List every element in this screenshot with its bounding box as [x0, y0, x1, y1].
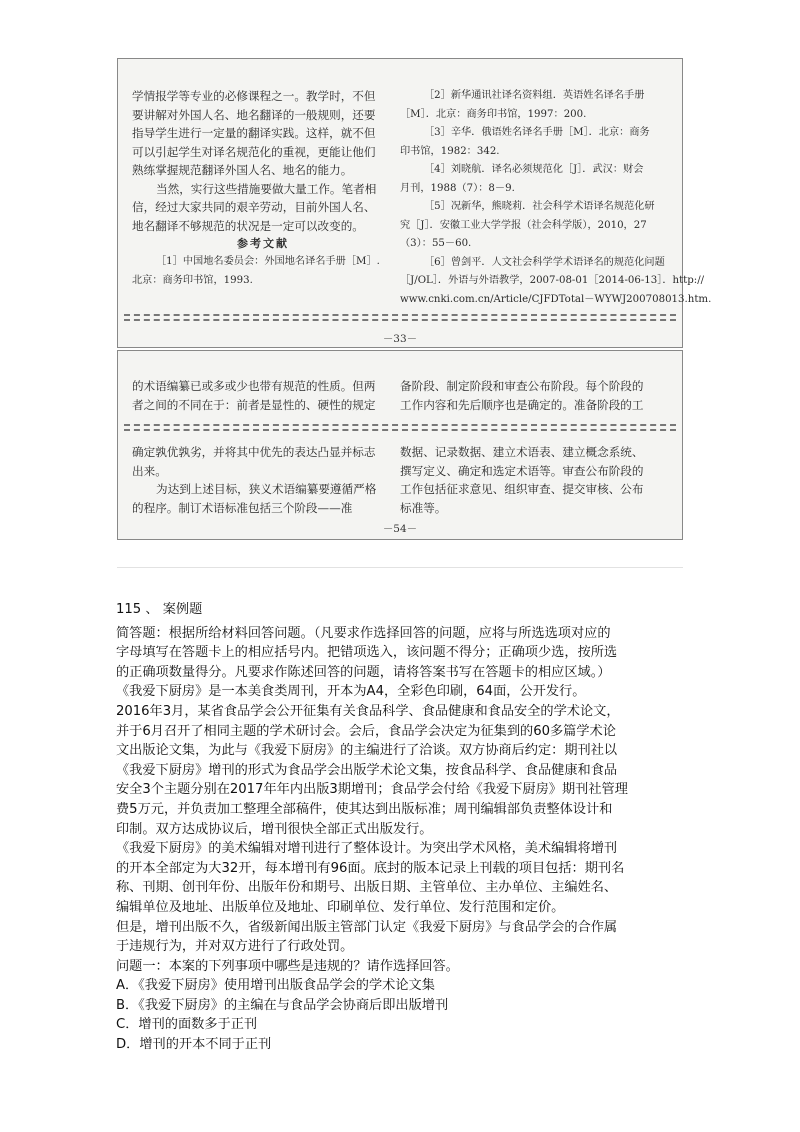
question-block [116, 600, 696, 1055]
text-line: 确定孰优孰劣，并将其中优先的表达凸显并标志 [132, 445, 376, 459]
question-line: 简答题：根据所给材料回答问题。（凡要求作选择回答的问题，应将与所选选项对应的 [116, 625, 611, 641]
text-line: 地名翻译不够规范的状况是一定可以改变的。 [132, 218, 364, 233]
question-line: 问题一：本案的下列事项中哪些是违规的？请作选择回答。 [116, 958, 459, 974]
reference-line: ［J/OL］．外语与外语教学，2007-08-01［2014-06-13］．http:// [400, 275, 705, 286]
question-number: 115 、 案例题 [116, 602, 203, 617]
question-line: 于违规行为，并对双方进行了行政处罚。 [116, 939, 354, 955]
reference-line: 北京：商务印书馆，1993. [132, 274, 253, 286]
text-line: 学情报学等专业的必修课程之一。教学时，不但 [132, 89, 376, 103]
option-a: A．《我爱下厨房》使用增刊出版食品学会的学术论文集 [116, 978, 435, 994]
reference-line: 月刊，1988（7）：8－9. [400, 182, 515, 194]
text-line: 为达到上述目标，狭义术语编纂要遵循严格 [156, 482, 377, 496]
page-33-right-column [400, 87, 712, 309]
page-54-upper-left [132, 377, 394, 414]
text-line: 数据、记录数据、建立术语表、建立概念系统、 [400, 445, 644, 459]
option-d: D．增刊的开本不同于正刊 [116, 1037, 272, 1053]
reference-line: 印书馆，1982：342. [400, 145, 500, 157]
option-c: C．增刊的面数多于正刊 [116, 1017, 258, 1033]
text-line: 要讲解对外国人名、地名翻译的一般规则，还要 [132, 107, 376, 122]
question-line: 并于6月召开了相同主题的学术研讨会。会后，食品学会决定为征集到的60多篇学术论 [116, 723, 616, 739]
reference-line: ［2］新华通讯社译名资料组．英语姓名译名手册 [424, 90, 645, 101]
text-line: 撰写定义、确定和选定术语等。审查公布阶段的 [400, 463, 644, 478]
text-line: 信，经过大家共同的艰辛劳动，目前外国人名、 [132, 200, 376, 214]
question-line: 《我爱下厨房》是一本美食类周刊，开本为A4，全彩色印刷，64面，公开发行。 [116, 684, 586, 700]
page-break-divider [124, 313, 676, 323]
references-title: 参考文献 [237, 237, 289, 250]
text-line: 的程序。制订术语标准包括三个阶段——准 [132, 500, 353, 515]
page-break-divider [124, 423, 676, 433]
question-line: 称、刊期、创刊年份、出版年份和期号、出版日期、主管单位、主办单位、主编姓名、 [116, 880, 618, 896]
page-number: －33－ [382, 333, 418, 345]
question-line: 《我爱下厨房》增刊的形式为食品学会出版学术论文集，按食品科学、食品健康和食品 [116, 762, 618, 778]
scanned-page-33 [117, 58, 712, 348]
question-line: 但是，增刊出版不久，省级新闻出版主管部门认定《我爱下厨房》与食品学会的合作属 [116, 919, 618, 935]
text-line: 当然，实行这些措施要做大量工作。笔者相 [156, 181, 377, 196]
question-line: 的正确项数量得分。凡要求作陈述回答的问题，请将答案书写在答题卡的相应区域。） [116, 664, 611, 680]
page-54-upper-columns [132, 377, 672, 414]
question-line: 文出版论文集，为此与《我爱下厨房》的主编进行了洽谈。双方协商后约定：期刊社以 [116, 743, 618, 759]
text-line: 者之间的不同在于：前者是显性的、硬性的规定 [132, 397, 376, 412]
question-line: 编辑单位及地址、出版单位及地址、印刷单位、发行单位、发行范围和定价。 [116, 899, 565, 915]
page-54-upper-right [400, 377, 672, 414]
question-line: 的开本全部定为大32开，每本增刊有96面。底封的版本记录上刊载的项目包括：期刊名 [116, 860, 625, 876]
reference-line: ［M］．北京：商务印书馆，1997：200. [400, 108, 587, 120]
text-line: 备阶段、制定阶段和审查公布阶段。每个阶段的 [400, 379, 644, 393]
reference-line: ［6］曾剑平．人文社会科学学术语译名的规范化问题 [424, 256, 665, 268]
text-line: 指导学生进行一定量的翻译实践。这样，就不但 [132, 126, 376, 140]
question-line: 2016年3月，某省食品学会公开征集有关食品科学、食品健康和食品安全的学术论文， [116, 703, 620, 719]
page-33-columns [132, 87, 712, 309]
reference-line: ［5］况新华，熊晓莉．社会科学术语译名规范化研 [424, 201, 655, 212]
page-54-lower-right [400, 443, 672, 517]
question-line: 《我爱下厨房》的美术编辑对增刊进行了整体设计。为突出学术风格，美术编辑将增刊 [116, 841, 618, 857]
section-divider [117, 567, 683, 568]
text-line: 熟练掌握规范翻译外国人名、地名的能力。 [132, 163, 353, 177]
reference-line: ［3］辛华．俄语姓名译名手册［M］．北京：商务 [424, 127, 650, 138]
page-54-lower-left [132, 443, 394, 517]
text-line: 出来。 [132, 463, 167, 478]
question-line: 印制。双方达成协议后，增刊很快全部正式出版发行。 [116, 821, 433, 837]
text-line: 的术语编纂已或多或少也带有规范的性质。但两 [132, 379, 376, 393]
option-b: B．《我爱下厨房》的主编在与食品学会协商后即出版增刊 [116, 997, 449, 1013]
page-33-left-column [132, 87, 394, 309]
question-line: 字母填写在答题卡上的相应括号内。把错项选入，该问题不得分；正确项少选，按所选 [116, 645, 618, 661]
question-line: 费5万元，并负责加工整理全部稿件，使其达到出版标准；周刊编辑部负责整体设计和 [116, 801, 613, 817]
question-line: 安全3个主题分别在2017年年内出版3期增刊；食品学会付给《我爱下厨房》期刊社管理 [116, 782, 628, 798]
text-line: 标准等。 [400, 500, 447, 515]
text-line: 工作内容和先后顺序也是确定的。准备阶段的工 [400, 397, 644, 412]
reference-line: ［4］刘晓航．译名必须规范化［J］．武汉：财会 [424, 164, 644, 175]
reference-line: ［1］中国地名委员会：外国地名译名手册［M］. [156, 256, 380, 267]
reference-line: www.cnki.com.cn/Article/CJFDTotal－WYWJ200708013.htm. [400, 293, 712, 305]
text-line: 工作包括征求意见、组织审查、提交审核、公布 [400, 482, 644, 496]
reference-line: 究［J］．安徽工业大学学报（社会科学版），2010，27 [400, 219, 647, 231]
scanned-page-54 [117, 350, 683, 540]
page-number: －54－ [382, 523, 418, 535]
text-line: 可以引起学生对译名规范化的重视，更能让他们 [132, 144, 376, 159]
reference-line: （3）：55－60. [400, 238, 472, 249]
page-54-lower-columns [132, 443, 672, 517]
